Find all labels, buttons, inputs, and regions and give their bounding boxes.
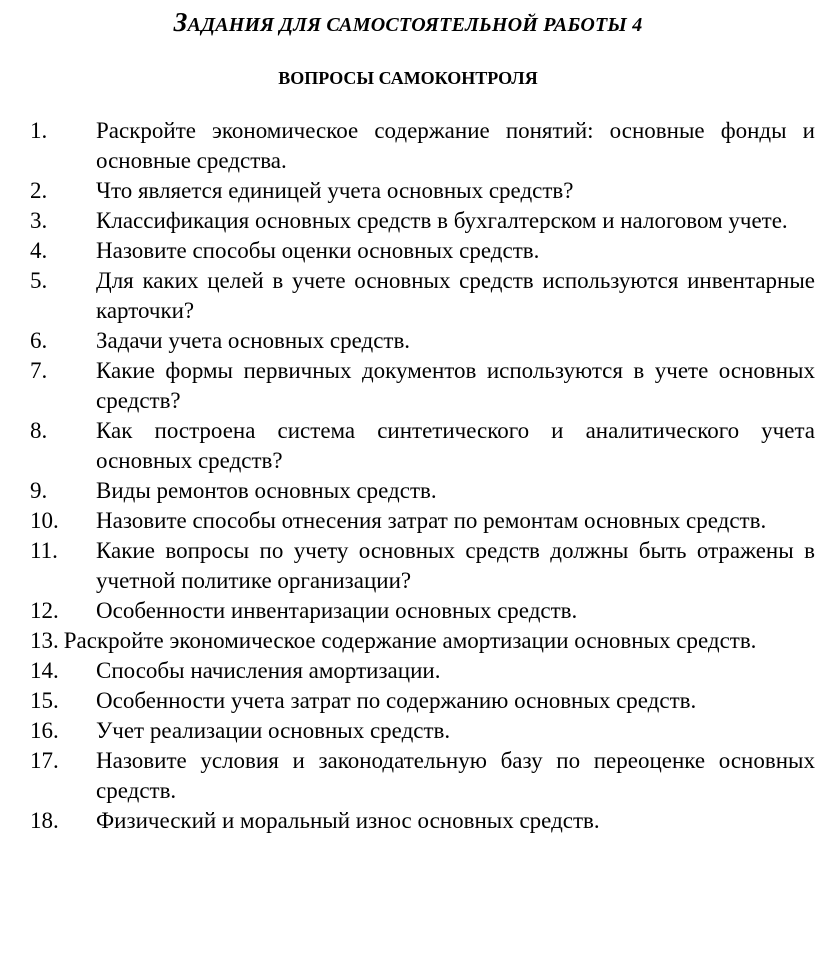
question-item xyxy=(30,596,815,626)
question-number: 4. xyxy=(30,238,48,263)
question-text: Какие вопросы по учету основных средств должны быть отражены в учетной политике организации? xyxy=(96,538,815,593)
section-subtitle: ВОПРОСЫ САМОКОНТРОЛЯ xyxy=(278,68,538,88)
question-text: Раскройте экономическое содержание амортизации основных средств. xyxy=(63,628,757,653)
question-item xyxy=(30,476,815,506)
question-number: 13. xyxy=(30,628,59,653)
question-number: 6. xyxy=(30,328,48,353)
question-item xyxy=(30,806,815,836)
question-number: 8. xyxy=(30,418,48,443)
question-item xyxy=(30,716,815,746)
question-number: 9. xyxy=(30,478,48,503)
question-item xyxy=(30,506,815,536)
question-number: 18. xyxy=(30,808,59,833)
question-text: Задачи учета основных средств. xyxy=(96,328,411,353)
question-item xyxy=(30,176,815,206)
question-text: Особенности инвентаризации основных средств. xyxy=(96,598,578,623)
question-item xyxy=(30,236,815,266)
questions-list xyxy=(30,116,815,836)
question-number: 14. xyxy=(30,658,59,683)
question-item xyxy=(30,356,815,416)
question-text: Раскройте экономическое содержание понятий: основные фонды и основные средства. xyxy=(96,118,815,173)
question-text: Назовите условия и законодательную базу по переоценке основных средств. xyxy=(96,748,815,803)
question-text: Для каких целей в учете основных средств используются инвентарные карточки? xyxy=(96,268,815,323)
question-text: Способы начисления амортизации. xyxy=(96,658,441,683)
question-number: 12. xyxy=(30,598,59,623)
question-number: 5. xyxy=(30,268,48,293)
question-text: Учет реализации основных средств. xyxy=(96,718,451,743)
question-number: 7. xyxy=(30,358,48,383)
question-item xyxy=(30,626,815,656)
question-number: 10. xyxy=(30,508,59,533)
question-item xyxy=(30,416,815,476)
question-number: 15. xyxy=(30,688,59,713)
question-number: 3. xyxy=(30,208,48,233)
title-rest: АДАНИЯ ДЛЯ САМОСТОЯТЕЛЬНОЙ РАБОТЫ 4 xyxy=(187,14,643,36)
question-text: Классификация основных средств в бухгалтерском и налоговом учете. xyxy=(96,208,788,233)
question-number: 2. xyxy=(30,178,48,203)
title-first-letter: З xyxy=(173,7,188,37)
question-text: Как построена система синтетического и аналитического учета основных средств? xyxy=(96,418,815,473)
question-number: 1. xyxy=(30,118,48,143)
question-number: 17. xyxy=(30,748,59,773)
question-item xyxy=(30,686,815,716)
question-item xyxy=(30,206,815,236)
question-text: Особенности учета затрат по содержанию основных средств. xyxy=(96,688,697,713)
question-text: Какие формы первичных документов используются в учете основных средств? xyxy=(96,358,815,413)
question-number: 11. xyxy=(30,538,58,563)
question-text: Что является единицей учета основных средств? xyxy=(96,178,574,203)
question-text: Назовите способы оценки основных средств. xyxy=(96,238,540,263)
question-item xyxy=(30,116,815,176)
question-item xyxy=(30,536,815,596)
question-text: Физический и моральный износ основных средств. xyxy=(96,808,600,833)
page-title xyxy=(0,4,816,43)
question-item xyxy=(30,656,815,686)
question-item xyxy=(30,746,815,806)
question-number: 16. xyxy=(30,718,59,743)
question-item xyxy=(30,326,815,356)
question-text: Назовите способы отнесения затрат по ремонтам основных средств. xyxy=(96,508,767,533)
question-item xyxy=(30,266,815,326)
question-text: Виды ремонтов основных средств. xyxy=(96,478,437,503)
